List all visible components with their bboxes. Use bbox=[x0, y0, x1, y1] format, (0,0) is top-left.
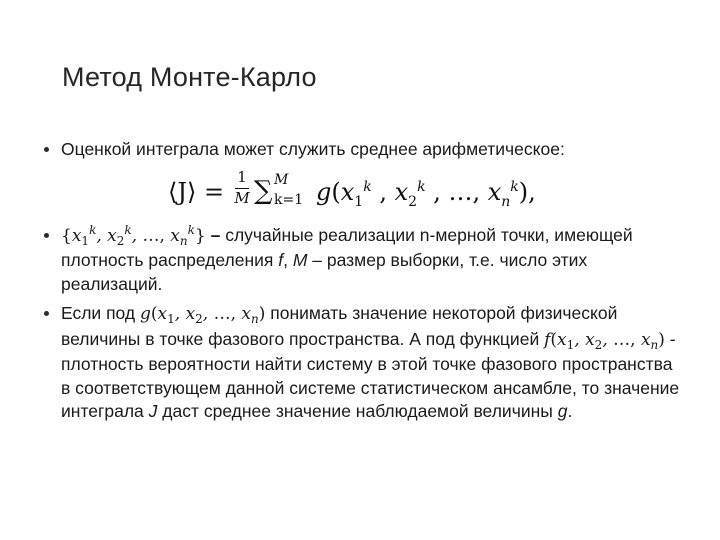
bullet-text: – размер выборки, т.е. число этих реализаций. bbox=[61, 250, 588, 294]
formula-summand: $g(x_1^k$ , $x_2^k$ , …, $x_n^k$), bbox=[316, 177, 536, 210]
integral-symbol: J bbox=[148, 401, 158, 421]
bullet-item-1 bbox=[44, 138, 684, 162]
bullet-dot-icon bbox=[44, 147, 49, 152]
f-function-formula: $f(x_1$, $x_2$, …, $x_n$) bbox=[544, 329, 665, 352]
fraction-numerator: 1 bbox=[237, 167, 247, 186]
sum-lower-limit: k=1 bbox=[274, 191, 304, 208]
bullet-text: - плотность вероятности найти систему в этой точке фазового пространства в соответствующем данной системе статистическом ансамбле, то значение интеграла bbox=[61, 328, 680, 421]
bullet-dot-icon bbox=[44, 311, 49, 316]
mean-formula bbox=[168, 168, 720, 222]
bullet-text: Если под bbox=[61, 303, 140, 323]
bullet-list bbox=[44, 138, 684, 424]
observable-symbol: g bbox=[557, 401, 568, 421]
bullet-dot-icon bbox=[44, 233, 49, 238]
sum-symbol-icon: ∑ bbox=[254, 175, 273, 206]
bullet-text: даст среднее значение наблюдаемой величины bbox=[157, 401, 558, 421]
bullet-text: случайные реализации n-мерной точки, имеющей плотность распределения bbox=[61, 224, 633, 270]
sample-size-symbol: M bbox=[292, 250, 308, 270]
bullet-text: понимать значение некоторой физической величины в точке фазового пространства. А под функцией bbox=[61, 303, 618, 349]
dash: – bbox=[205, 224, 221, 245]
sum-upper-limit: M bbox=[274, 171, 289, 188]
formula-lhs: ⟨J⟩ = bbox=[168, 177, 225, 206]
bullet-item-2: {$x_1^k$, $x_2^k$, …, $x_n^k$} – случайные реализации n-мерной точки, имеющей плотность распределения f, M – размер выборки, т.е. число этих реализаций. bbox=[44, 224, 684, 297]
g-function-formula: $g(x_1$, $x_2$, …, $x_n$) bbox=[139, 304, 266, 326]
sample-set-formula: {$x_1^k$, $x_2^k$, …, $x_n^k$} bbox=[61, 222, 206, 248]
bullet-item-3: Если под $g(x_1$, $x_2$, …, $x_n$) понимать значение некоторой физической величины в точке фазового пространства. А под функцией $f(x_1$, $x_2$, …, $x_n$) - плотность вероятности найти систему в этой точке фазового пространства в соответствующем данной системе статистическом ансамбле, то значение интеграла J даст среднее значение наблюдаемой величины g. bbox=[44, 302, 684, 424]
fraction-denominator: M bbox=[234, 188, 250, 207]
density-symbol: f bbox=[278, 250, 284, 270]
bullet-text: Оценкой интеграла может служить среднее арифметическое: bbox=[61, 139, 565, 159]
slide-title: Метод Монте-Карло bbox=[62, 62, 317, 92]
